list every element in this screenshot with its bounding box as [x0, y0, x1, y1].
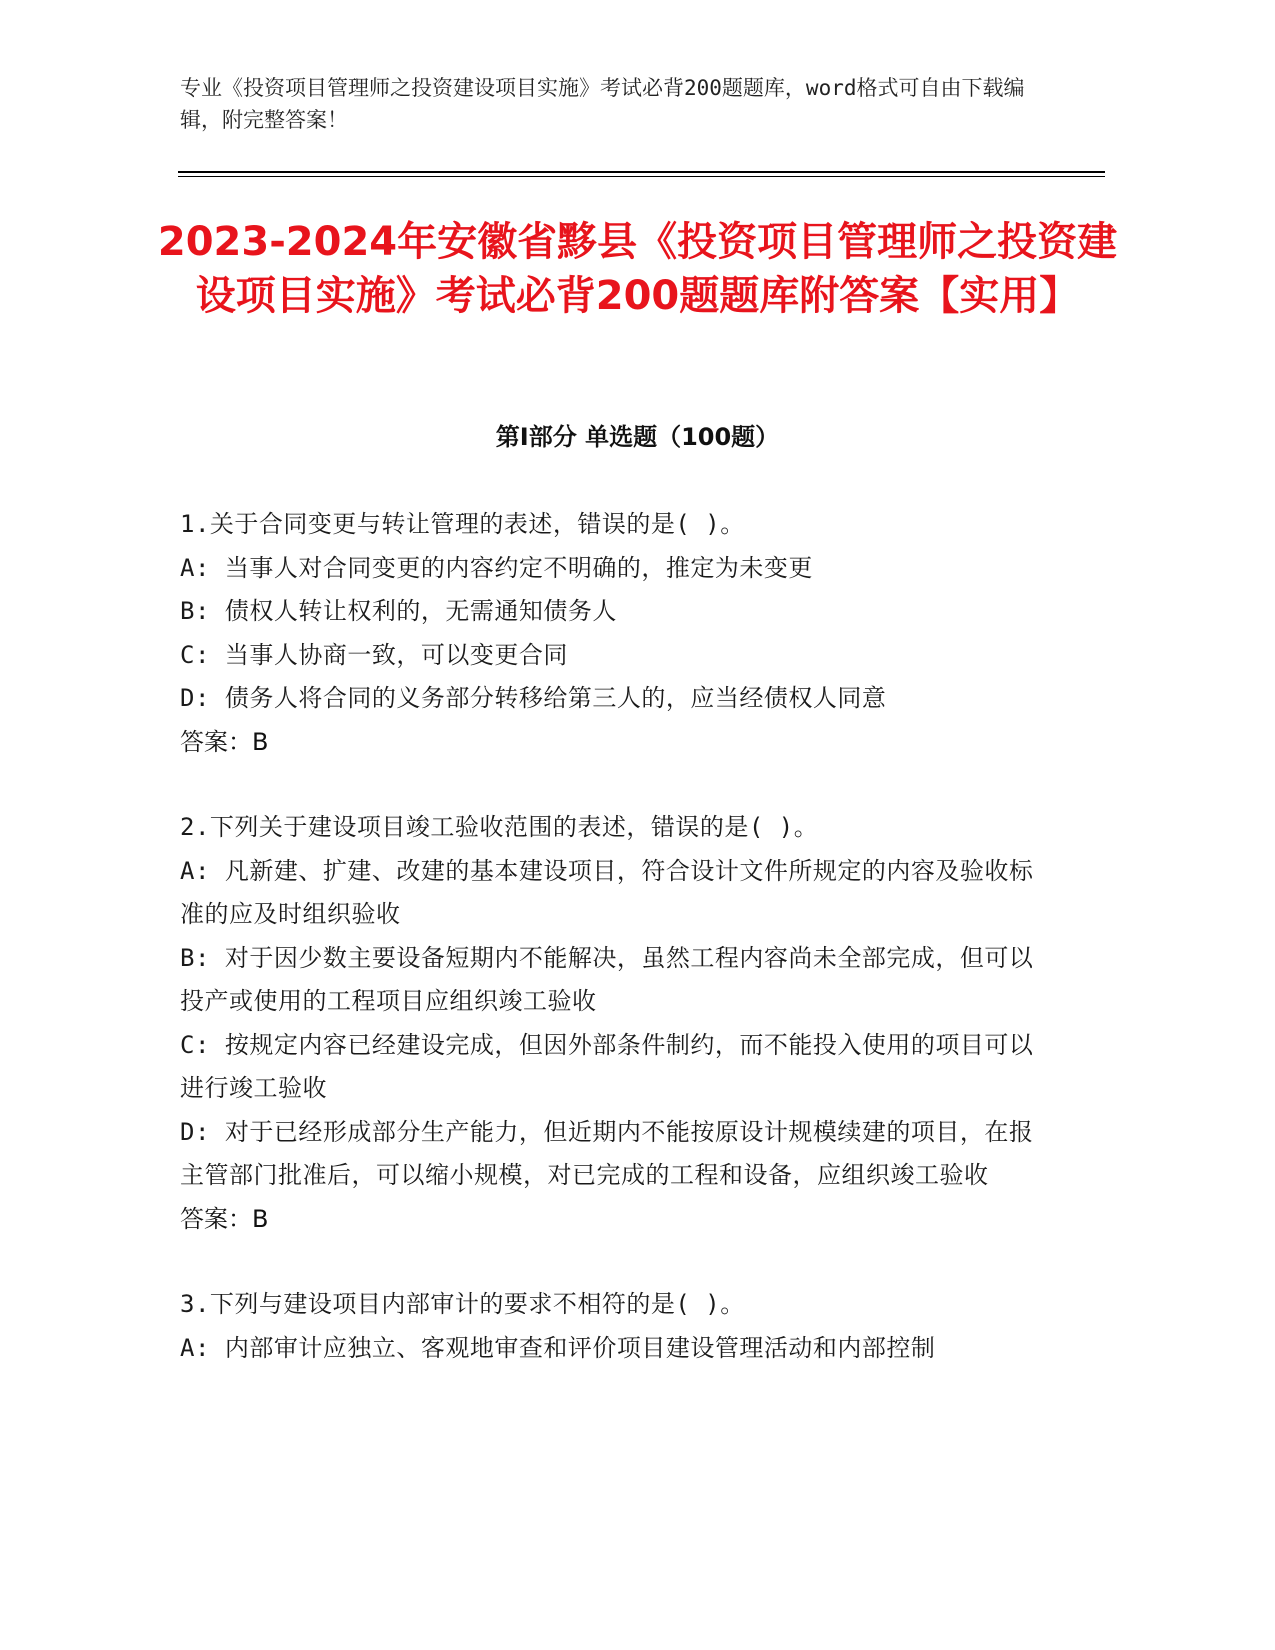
- question-stem: 2.下列关于建设项目竣工验收范围的表述，错误的是( )。: [180, 813, 819, 841]
- option-a: A: 凡新建、扩建、改建的基本建设项目，符合设计文件所规定的内容及验收标准的应及时组织验收: [180, 856, 1034, 928]
- question-2: [180, 806, 1040, 1241]
- option-b: B: 对于因少数主要设备短期内不能解决，虽然工程内容尚未全部完成，但可以投产或使用的工程项目应组织竣工验收: [180, 943, 1034, 1015]
- header-note: 专业《投资项目管理师之投资建设项目实施》考试必背200题题库，word格式可自由下载编辑，附完整答案！: [180, 76, 1025, 132]
- option-a: A: 当事人对合同变更的内容约定不明确的，推定为未变更: [180, 553, 813, 582]
- answer-line: 答案：B: [180, 727, 269, 756]
- question-1: [180, 503, 1040, 764]
- option-c: C: 按规定内容已经建设完成，但因外部条件制约，而不能投入使用的项目可以进行竣工验收: [180, 1030, 1034, 1102]
- document-title: 2023-2024年安徽省黟县《投资项目管理师之投资建设项目实施》考试必背200题题库附答案【实用】: [157, 219, 1118, 319]
- option-b: B: 债权人转让权利的，无需通知债务人: [180, 597, 617, 625]
- option-d: D: 对于已经形成部分生产能力，但近期内不能按原设计规模续建的项目，在报主管部门批准后，可以缩小规模，对已完成的工程和设备，应组织竣工验收: [180, 1117, 1034, 1189]
- option-a: A: 内部审计应独立、客观地审查和评价项目建设管理活动和内部控制: [180, 1333, 936, 1362]
- option-d: D: 债务人将合同的义务部分转移给第三人的，应当经债权人同意: [180, 684, 887, 712]
- header-rule-thin: [178, 176, 1105, 177]
- question-stem: 1.关于合同变更与转让管理的表述，错误的是( )。: [180, 510, 745, 538]
- section-title: 第Ⅰ部分 单选题（100题）: [495, 423, 780, 451]
- option-c: C: 当事人协商一致，可以变更合同: [180, 640, 568, 669]
- answer-line: 答案：B: [180, 1204, 269, 1233]
- question-3: [180, 1283, 1040, 1370]
- question-list: [180, 503, 1040, 1412]
- question-stem: 3.下列与建设项目内部审计的要求不相符的是( )。: [180, 1290, 745, 1318]
- header-rule-thick: [178, 171, 1105, 173]
